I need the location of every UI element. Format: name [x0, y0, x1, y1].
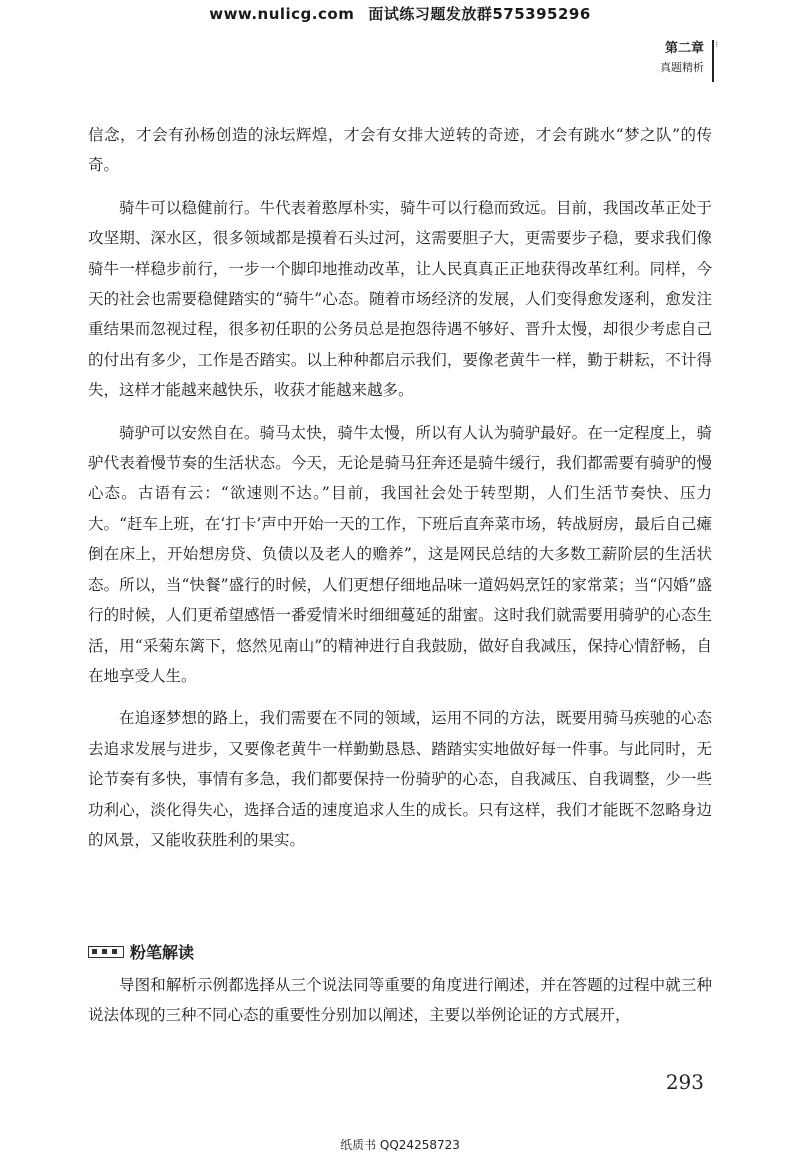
paragraph-1: 信念，才会有孙杨创造的泳坛辉煌，才会有女排大逆转的奇迹，才会有跳水“梦之队”的传奇。	[88, 126, 712, 175]
chapter-divider-dots: ⁝	[715, 40, 718, 49]
chapter-header	[660, 40, 704, 76]
watermark-header	[0, 3, 800, 24]
section-mark-icon	[88, 946, 124, 958]
chapter-title: 第二章	[664, 41, 704, 56]
body-text	[88, 120, 712, 867]
paragraph-3: 骑驴可以安然自在。骑马太快，骑牛太慢，所以有人认为骑驴最好。在一定程度上，骑驴代表着慢节奏的生活状态。今天，无论是骑马狂奔还是骑牛缓行，我们都需要有骑驴的慢心态。古语有云：“欲速则不达。”目前，我国社会处于转型期，人们生活节奏快、压力大。“赶车上班，在‘打卡’声中开始一天的工作，下班后直奔菜市场，转战厨房，最后自己瘫倒在床上，开始想房贷、负债以及老人的赡养”，这是网民总结的大多数工薪阶层的生活状态。所以，当“快餐”盛行的时候，人们更想仔细地品味一道妈妈烹饪的家常菜；当“闪婚”盛行的时候，人们更希望感悟一番爱情米时细细蔓延的甜蜜。这时我们就需要用骑驴的心态生活，用“采菊东篱下，悠然见南山”的精神进行自我鼓励，做好自我减压，保持心情舒畅，自在地享受人生。	[88, 423, 712, 685]
footer-note: 纸质书 QQ24258723	[340, 1138, 460, 1152]
paragraph-2: 骑牛可以稳健前行。牛代表着憨厚朴实，骑牛可以行稳而致远。目前，我国改革正处于攻坚期、深水区，很多领域都是摸着石头过河，这需要胆子大，更需要步子稳，要求我们像骑牛一样稳步前行，一步一个脚印地推动改革，让人民真真正正地获得改革红利。同样，今天的社会也需要稳健踏实的“骑牛”心态。随着市场经济的发展，人们变得愈发逐利，愈发注重结果而忽视过程，很多初任职的公务员总是抱怨待遇不够好、晋升太慢，却很少考虑自己的付出有多少，工作是否踏实。以上种种都启示我们，要像老黄牛一样，勤于耕耘，不计得失，这样才能越来越快乐，收获才能越来越多。	[88, 198, 712, 400]
chapter-divider	[712, 40, 714, 82]
section-body	[88, 970, 712, 1031]
page-number: 293	[665, 1070, 704, 1094]
section-title: 粉笔解读	[130, 943, 195, 962]
section-paragraph: 导图和解析示例都选择从三个说法同等重要的角度进行阐述，并在答题的过程中就三种说法体现的三种不同心态的重要性分别加以阐述，主要以举例论证的方式展开，	[88, 976, 712, 1025]
site-url: www.nulicg.com	[209, 5, 355, 23]
section-heading	[88, 940, 712, 966]
chapter-subtitle: 真题精析	[660, 61, 704, 74]
paragraph-4: 在追逐梦想的路上，我们需要在不同的领域，运用不同的方法，既要用骑马疾驰的心态去追求发展与进步，又要像老黄牛一样勤勤恳恳、踏踏实实地做好每一件事。与此同时，无论节奏有多快，事情有多急，我们都要保持一份骑驴的心态，自我减压、自我调整，少一些功利心，淡化得失心，选择合适的速度追求人生的成长。只有这样，我们才能既不忽略身边的风景，又能收获胜利的果实。	[88, 709, 712, 849]
group-notice: 面试练习题发放群575395296	[368, 5, 591, 23]
